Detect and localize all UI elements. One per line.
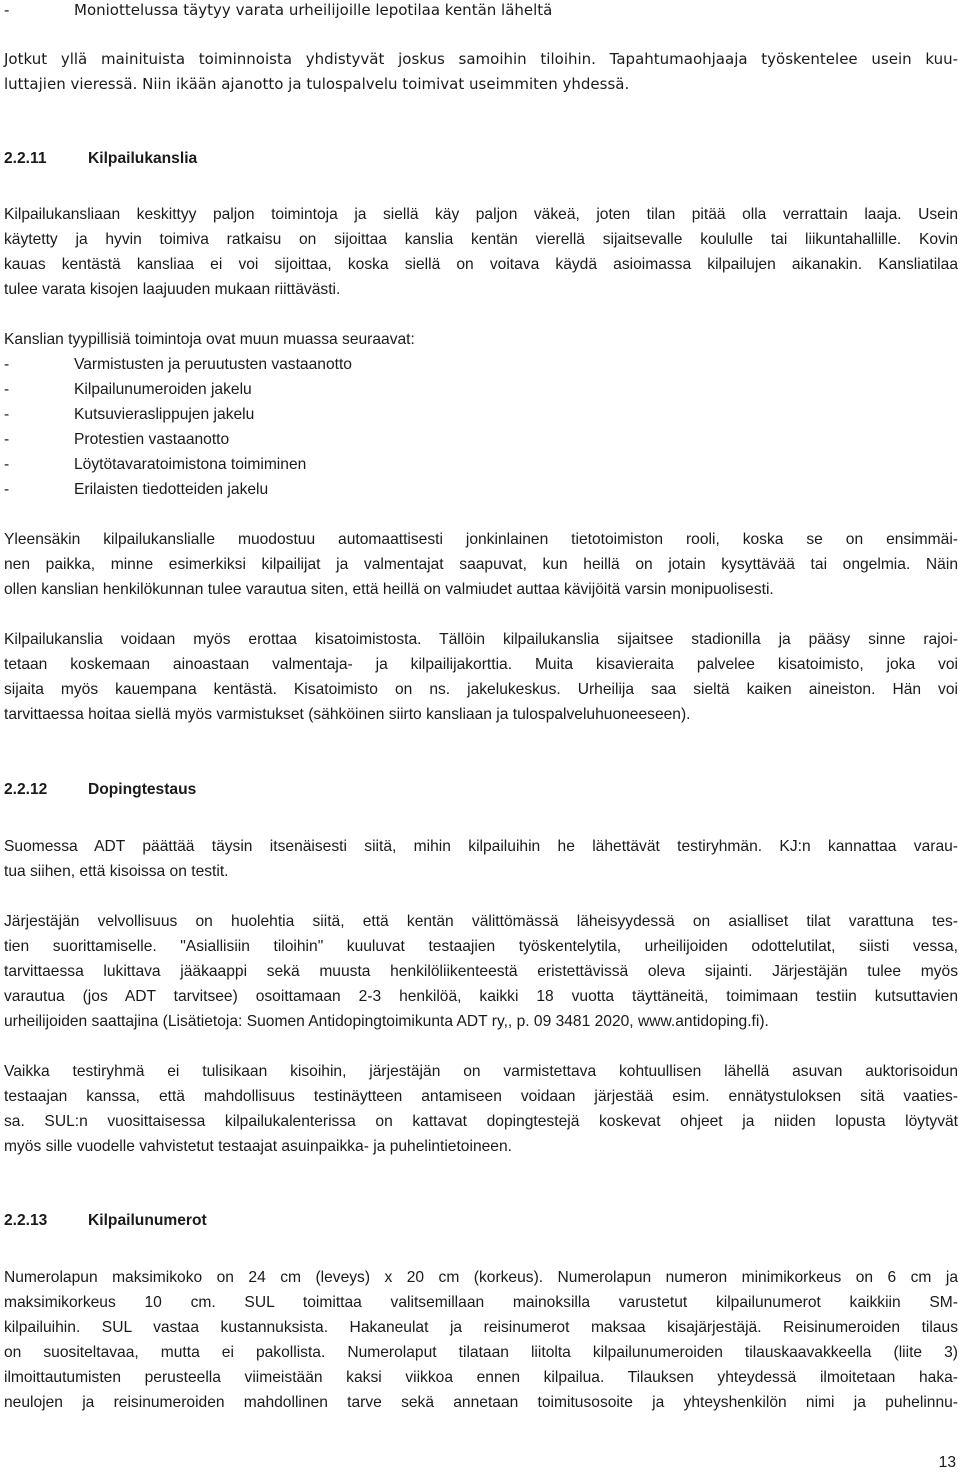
kanslia-paragraph-3 — [4, 627, 958, 727]
section-title: Kilpailunumerot — [88, 1212, 207, 1229]
paragraph-line: luttajien vieressä. Niin ikään ajanotto ja tulospalvelu toimivat useimmiten yhdessä. — [4, 75, 630, 93]
bullet-text: Moniottelussa täytyy varata urheilijoille lepotilaa kentän läheltä — [74, 1, 553, 19]
paragraph-line: Järjestäjän velvollisuus on huolehtia siitä, että kentän välittömässä läheisyydessä on asialliset tilat varattuna tes- — [4, 913, 958, 930]
list-intro: Kanslian tyypillisiä toimintoja ovat muun muassa seuraavat: — [4, 331, 415, 348]
kanslia-paragraph-2 — [4, 527, 958, 602]
paragraph-line: varautua (jos ADT tarvitsee) osoittamaan 2-3 henkilöä, kaikki 18 vuotta täyttäneitä, toimimaan testiin kutsuttavien — [4, 988, 958, 1005]
list-item: - Löytötavaratoimistona toimiminen — [4, 456, 307, 473]
paragraph-line: Yleensäkin kilpailukanslialle muodostuu automaattisesti jonkinlainen tietotoimiston rooli, koska se on ensimmäi- — [4, 531, 958, 548]
paragraph-line: kauas kentästä kansliaa ei voi sijoittaa, koska siellä on voitava käydä asioimassa kilpailujen aikanakin. Kansliatilaa — [4, 256, 958, 273]
list-item: - Varmistusten ja peruutusten vastaanotto — [4, 356, 352, 373]
paragraph-line: ilmoittautumisten perusteella viimeistään kaksi viikkoa ennen kilpailua. Tilauksen yhteydessä ilmoitetaan haka- — [4, 1369, 958, 1386]
section-heading-kilpailukanslia — [4, 146, 197, 171]
section-title: Dopingtestaus — [88, 781, 197, 798]
kanslia-paragraph-1 — [4, 202, 958, 302]
intro-paragraph — [4, 47, 958, 97]
paragraph-line: myös sille vuodelle vahvistetut testaajat asuinpaikka- ja puhelintietoineen. — [4, 1138, 512, 1155]
section-number: 2.2.11 — [4, 150, 47, 167]
section-heading-kilpailunumerot — [4, 1208, 207, 1233]
doping-paragraph-1 — [4, 834, 958, 884]
paragraph-line: käytetty ja hyvin toimiva ratkaisu on sijoittaa kanslia kentän vierellä sijaitsevalle koululle tai liikuntahallille. Kovin — [4, 231, 958, 248]
list-item: - Kutsuvieraslippujen jakelu — [4, 406, 255, 423]
kanslia-list — [4, 327, 958, 502]
section-heading-dopingtestaus — [4, 777, 196, 802]
paragraph-line: tarvittaessa hoitaa siellä myös varmistukset (sähköinen siirto kansliaan ja tulospalveluhuoneeseen). — [4, 706, 691, 723]
section-number: 2.2.13 — [4, 1212, 48, 1229]
paragraph-line: urheilijoiden saattajina (Lisätietoja: Suomen Antidopingtoimikunta ADT ry,, p. 09 3481 2020, www.antidoping.fi). — [4, 1013, 769, 1030]
section-number: 2.2.12 — [4, 781, 48, 798]
paragraph-line: kilpailuihin. SUL vastaa kustannuksista. Hakaneulat ja reisinumerot maksaa kisajärjestäjä. Reisinumeroiden tilaus — [4, 1319, 958, 1336]
paragraph-line: Suomessa ADT päättää täysin itsenäisesti siitä, mihin kilpailuihin he lähettävät testiryhmän. KJ:n kannattaa varau- — [4, 838, 958, 855]
paragraph-line: maksimikorkeus 10 cm. SUL toimittaa valitsemillaan mainoksilla varustetut kilpailunumerot kaikkiin SM- — [4, 1294, 958, 1311]
paragraph-line: sa. SUL:n vuosittaisessa kilpailukalenterissa on kattavat dopingtestejä koskevat ohjeet ja niiden lopusta löytyvät — [4, 1113, 958, 1130]
section-title: Kilpailukanslia — [88, 150, 198, 167]
paragraph-line: Numerolapun maksimikoko on 24 cm (leveys) x 20 cm (korkeus). Numerolapun numeron minimikorkeus on 6 cm ja — [4, 1269, 958, 1286]
paragraph-line: tarvittaessa lukittava jääkaappi sekä muusta henkilöliikenteestä eristettävissä oleva sijainti. Järjestäjän tulee myös — [4, 963, 958, 980]
numerot-paragraph-1 — [4, 1265, 958, 1415]
paragraph-line: nen paikka, minne esimerkiksi kilpailijat ja valmentajat saapuvat, kun heillä on jotain kysyttävää tai ongelmia. Näin — [4, 556, 958, 573]
paragraph-line: Jotkut yllä mainituista toiminnoista yhdistyvät joskus samoihin tiloihin. Tapahtumaohjaaja työskentelee usein kuu- — [4, 50, 958, 68]
paragraph-line: sijaita myös kauempana kentästä. Kisatoimisto on ns. jakelukeskus. Urheilija saa sieltä kaiken aineiston. Hän voi — [4, 681, 958, 698]
paragraph-line: neulojen ja reisinumeroiden mahdollinen tarve sekä annetaan toimitusosoite ja yhteyshenkilön nimi ja puhelinnu- — [4, 1394, 958, 1411]
list-item: - Erilaisten tiedotteiden jakelu — [4, 481, 269, 498]
paragraph-line: on suositeltavaa, mutta ei pakollista. Numerolaput tilataan liitolta kilpailunumeroiden tilauskaavakkeella (liite 3) — [4, 1344, 958, 1361]
paragraph-line: tetaan koskemaan ainoastaan valmentaja- ja kilpailijakorttia. Muita kisavieraita palvelee kisatoimisto, joka voi — [4, 656, 958, 673]
paragraph-line: tulee varata kisojen laajuuden mukaan riittävästi. — [4, 281, 341, 298]
paragraph-line: Vaikka testiryhmä ei tulisikaan kisoihin, järjestäjän on varmistettava kohtuullisen lähellä asuvan auktorisoidun — [4, 1063, 958, 1080]
paragraph-line: tien suorittamiselle. "Asiallisiin tiloihin" kuuluvat testaajien työskentelytila, urheilijoiden odottelutilat, siisti vessa, — [4, 938, 958, 955]
top-bullet-item — [4, 0, 958, 23]
paragraph-line: Kilpailukansliaan keskittyy paljon toimintoja ja siellä käy paljon väkeä, joten tilan pitää olla verrattain laaja. Usein — [4, 206, 958, 223]
paragraph-line: tua siihen, että kisoissa on testit. — [4, 863, 229, 880]
doping-paragraph-2 — [4, 909, 958, 1034]
paragraph-line: Kilpailukanslia voidaan myös erottaa kisatoimistosta. Tällöin kilpailukanslia sijaitsee stadionilla ja pääsy sinne rajoi- — [4, 631, 958, 648]
page-number: 13 — [938, 1454, 956, 1471]
doping-paragraph-3 — [4, 1059, 958, 1159]
list-item: - Protestien vastaanotto — [4, 431, 230, 448]
paragraph-line: testaajan kanssa, että mahdollisuus testinäytteen antamiseen voidaan järjestää esim. ennätystuloksen sitä vaaties- — [4, 1088, 958, 1105]
paragraph-line: ollen kanslian henkilökunnan tulee varautua siten, että heillä on valmiudet auttaa kävijöitä varsin monipuolisesti. — [4, 581, 774, 598]
bullet-dash: - — [4, 1, 10, 19]
list-item: - Kilpailunumeroiden jakelu — [4, 381, 252, 398]
